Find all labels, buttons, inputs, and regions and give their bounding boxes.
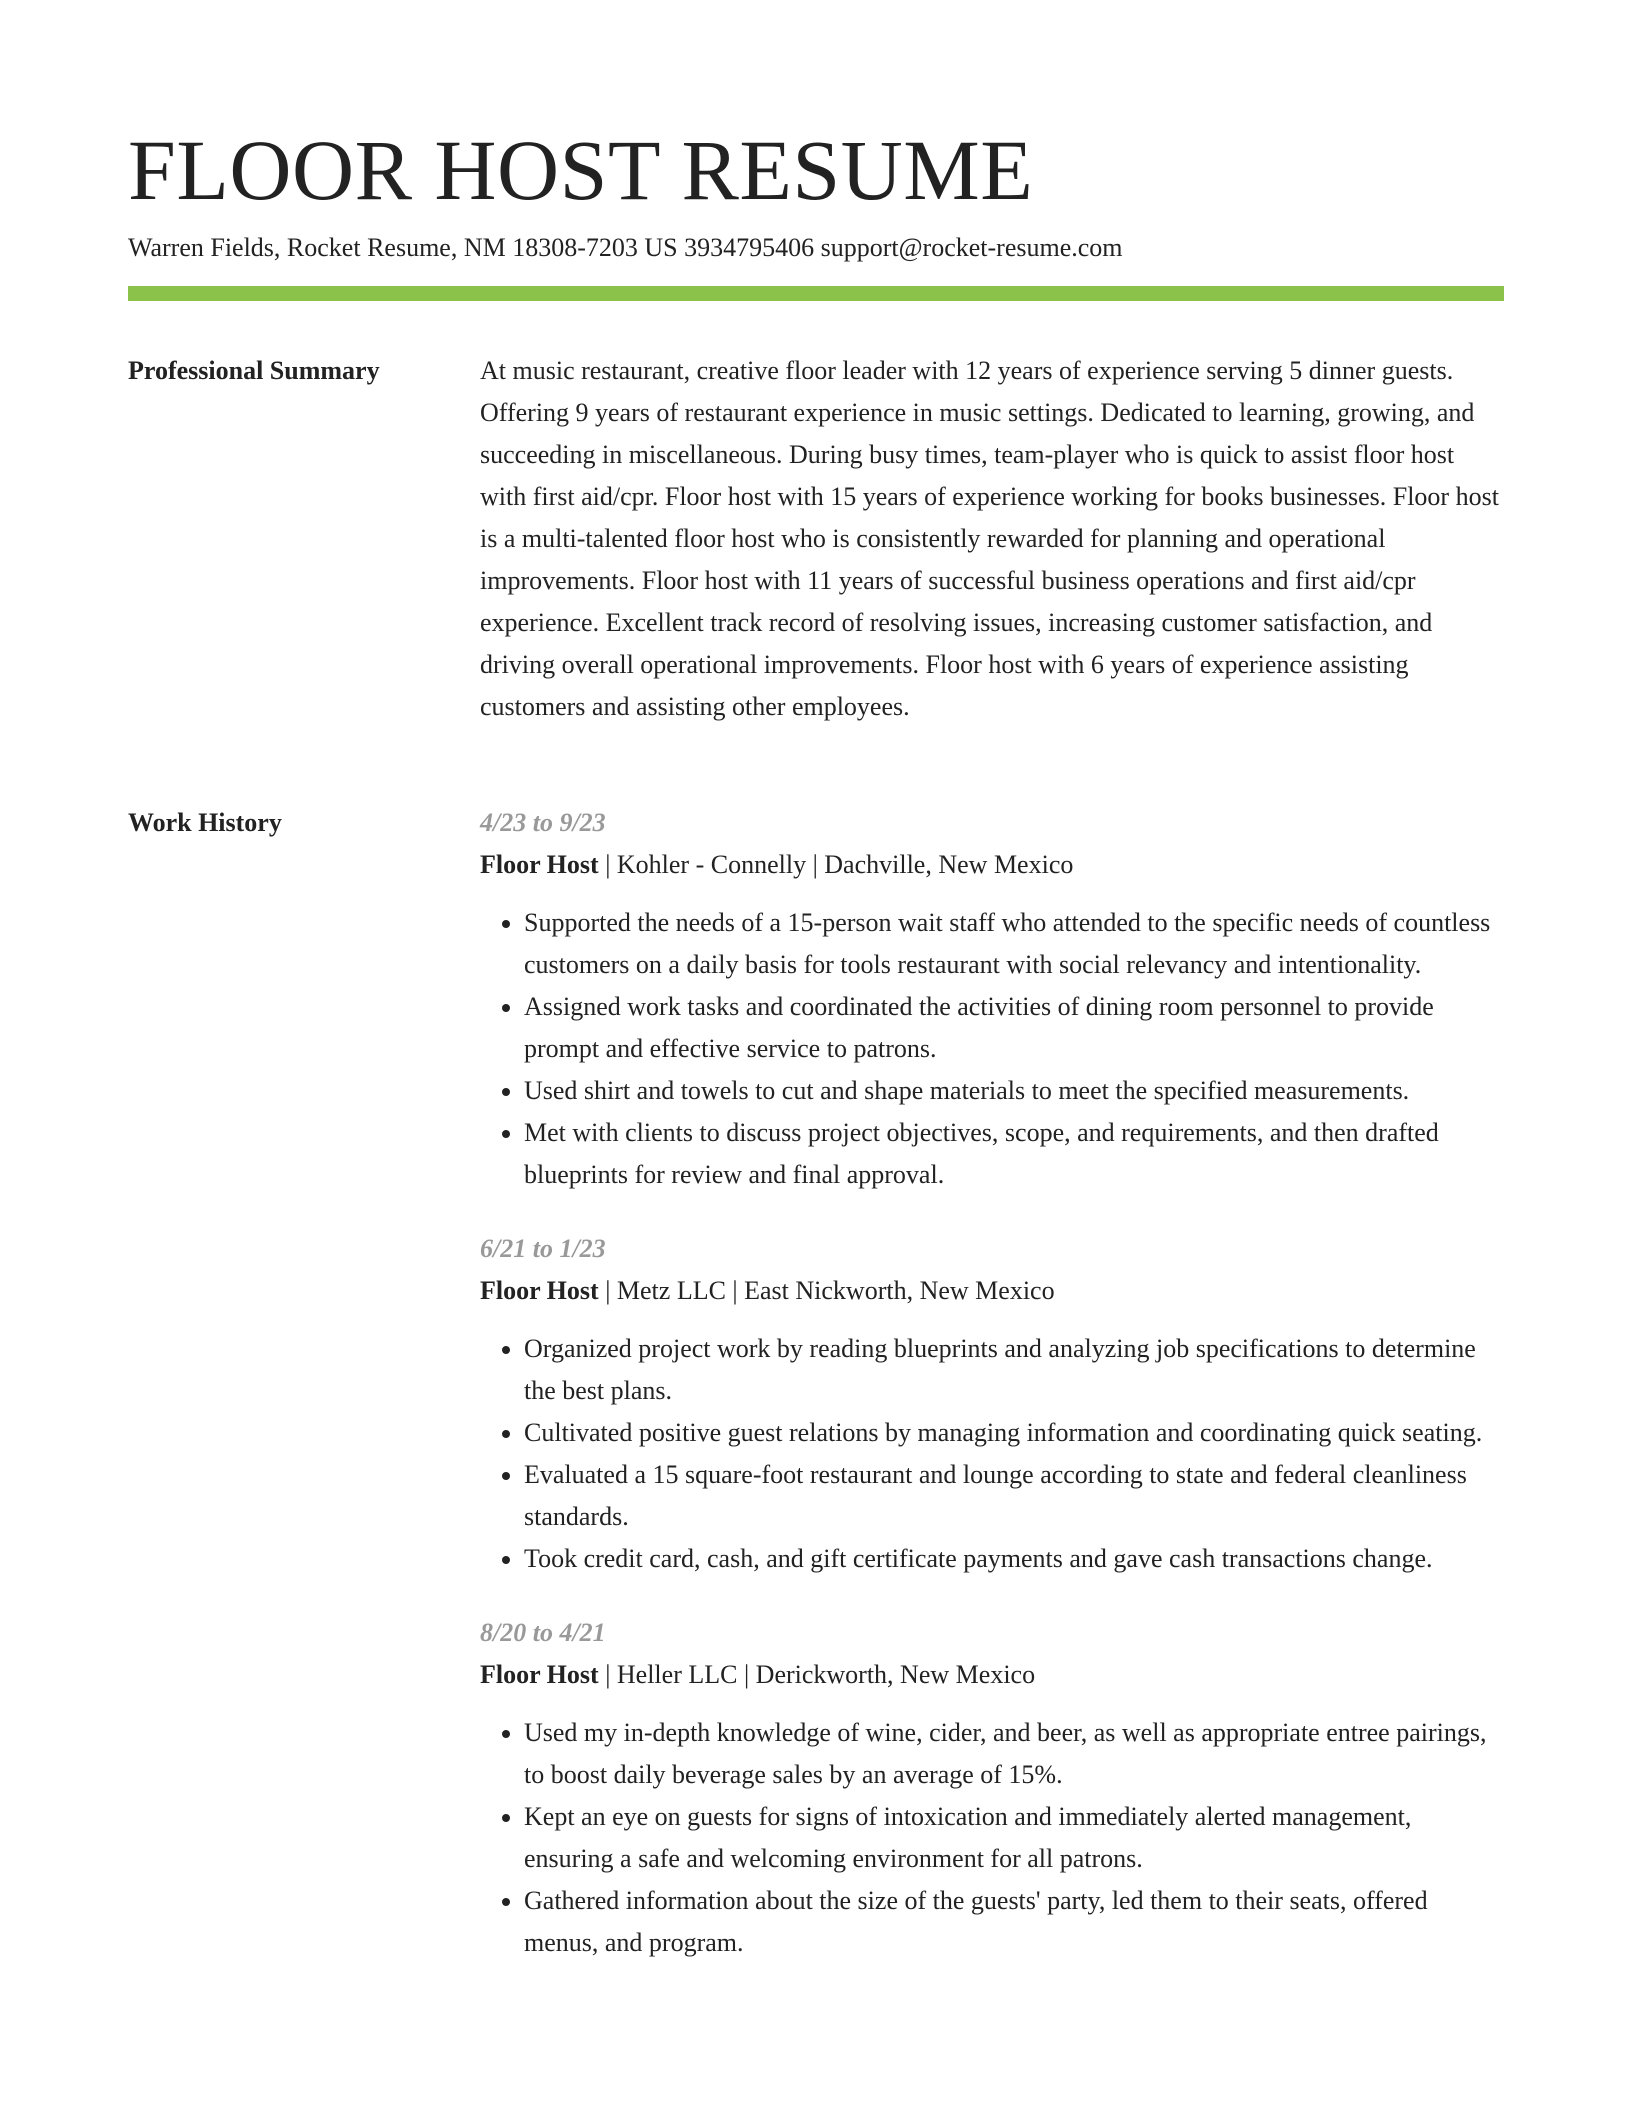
job-date: 8/20 to 4/21 xyxy=(480,1618,606,1647)
job-details: | Heller LLC | Derickworth, New Mexico xyxy=(598,1660,1036,1689)
job-details: | Metz LLC | East Nickworth, New Mexico xyxy=(598,1276,1055,1305)
contact-line: Warren Fields, Rocket Resume, NM 18308-7203 US 3934795406 support@rocket-resume.com xyxy=(128,233,1123,262)
header-divider xyxy=(128,286,1504,301)
job-bullet-list xyxy=(480,902,1504,1196)
job-title-line xyxy=(480,1270,1504,1312)
job-title: Floor Host xyxy=(480,850,599,879)
job-date: 4/23 to 9/23 xyxy=(480,808,606,837)
job-bullet-list xyxy=(480,1712,1504,1964)
job-bullet: • Supported the needs of a 15-person wait staff who attended to the specific needs of countless customers on a daily basis for tools restaurant with social relevancy and intentionality. xyxy=(524,902,1504,986)
job-bullet: • Took credit card, cash, and gift certificate payments and gave cash transactions change. xyxy=(524,1538,1504,1580)
job-bullet: • Cultivated positive guest relations by managing information and coordinating quick seating. xyxy=(524,1412,1504,1454)
job-entry xyxy=(480,1612,1504,1964)
job-bullet: • Gathered information about the size of the guests' party, led them to their seats, offered menus, and program. xyxy=(524,1880,1504,1964)
job-details: | Kohler - Connelly | Dachville, New Mexico xyxy=(598,850,1074,879)
work-history-body xyxy=(480,802,1504,1996)
job-title: Floor Host xyxy=(480,1276,599,1305)
job-bullet: • Met with clients to discuss project objectives, scope, and requirements, and then drafted blueprints for review and final approval. xyxy=(524,1112,1504,1196)
job-bullet: • Used shirt and towels to cut and shape materials to meet the specified measurements. xyxy=(524,1070,1504,1112)
summary-text: At music restaurant, creative floor leader with 12 years of experience serving 5 dinner guests. Offering 9 years of restaurant experience in music settings. Dedicated to learning, growing, and succeeding in miscellaneous. During busy times, team-player who is quick to assist floor host with first aid/cpr. Floor host with 15 years of experience working for books businesses. Floor host is a multi-talented floor host who is consistently rewarded for planning and operational improvements. Floor host with 11 years of successful business operations and first aid/cpr experience. Excellent track record of resolving issues, increasing customer satisfaction, and driving overall operational improvements. Floor host with 6 years of experience assisting customers and assisting other employees. xyxy=(480,356,1499,721)
job-bullet: • Assigned work tasks and coordinated the activities of dining room personnel to provide prompt and effective service to patrons. xyxy=(524,986,1504,1070)
job-entry xyxy=(480,1228,1504,1580)
summary-label: Professional Summary xyxy=(128,356,380,385)
work-history-label: Work History xyxy=(128,808,282,837)
job-bullet-list xyxy=(480,1328,1504,1580)
job-date: 6/21 to 1/23 xyxy=(480,1234,606,1263)
job-bullet: • Used my in-depth knowledge of wine, cider, and beer, as well as appropriate entree pairings, to boost daily beverage sales by an average of 15%. xyxy=(524,1712,1504,1796)
job-title-line xyxy=(480,1654,1504,1696)
resume-title: FLOOR HOST RESUME xyxy=(128,122,1034,218)
job-bullet: • Kept an eye on guests for signs of intoxication and immediately alerted management, ensuring a safe and welcoming environment for all patrons. xyxy=(524,1796,1504,1880)
job-bullet: • Organized project work by reading blueprints and analyzing job specifications to determine the best plans. xyxy=(524,1328,1504,1412)
job-title: Floor Host xyxy=(480,1660,599,1689)
summary-body xyxy=(480,350,1504,728)
job-entry xyxy=(480,802,1504,1196)
job-title-line xyxy=(480,844,1504,886)
job-bullet: • Evaluated a 15 square-foot restaurant and lounge according to state and federal cleanliness standards. xyxy=(524,1454,1504,1538)
